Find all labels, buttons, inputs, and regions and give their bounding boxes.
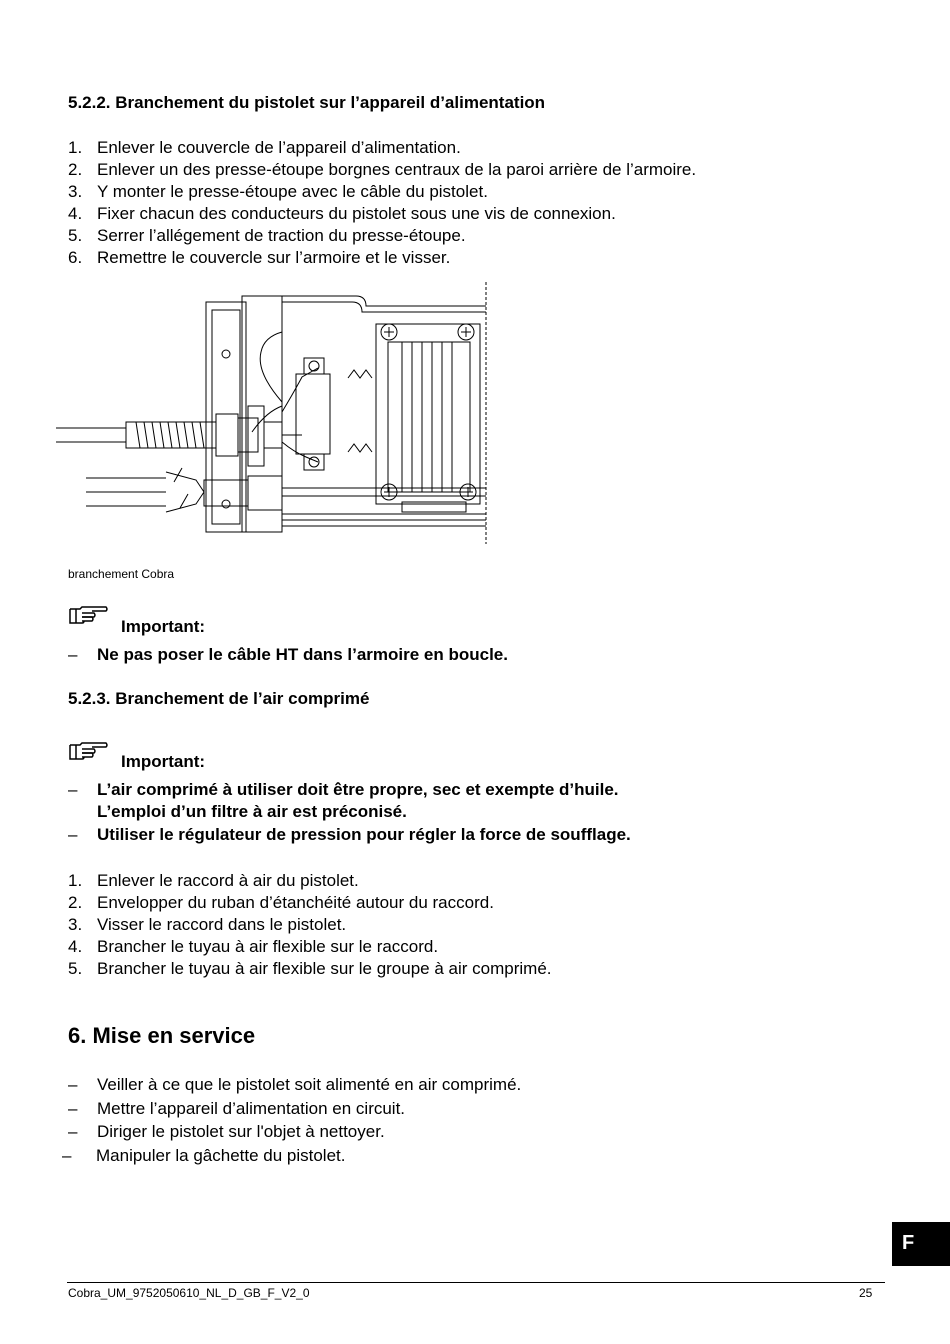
footer-divider	[67, 1282, 885, 1283]
language-tab-label: F	[902, 1232, 915, 1254]
step-text: Enlever le raccord à air du pistolet.	[97, 871, 359, 890]
step-text: Enlever un des presse-étoupe borgnes centraux de la paroi arrière de l’armoire.	[97, 160, 697, 179]
page-number: 25	[859, 1286, 873, 1300]
important-item: Utiliser le régulateur de pression pour régler la force de soufflage.	[97, 825, 631, 844]
step-text: Enlever le couvercle de l’appareil d’alimentation.	[97, 138, 461, 157]
list-dash: –	[68, 780, 78, 799]
pointing-hand-icon	[68, 605, 108, 627]
step-text: Remettre le couvercle sur l’armoire et le visser.	[97, 248, 451, 267]
important-label: Important:	[121, 617, 206, 636]
list-dash: –	[68, 645, 78, 664]
list-dash: –	[68, 1099, 78, 1118]
step-text: Fixer chacun des conducteurs du pistolet sous une vis de connexion.	[97, 204, 616, 223]
section-523-heading: 5.2.3. Branchement de l’air comprimé	[68, 689, 370, 708]
section-522-heading: 5.2.2. Branchement du pistolet sur l’appareil d’alimentation	[68, 93, 546, 112]
list-item: Mettre l’appareil d’alimentation en circuit.	[97, 1099, 406, 1118]
step-number: 2.	[68, 893, 83, 912]
section-6-heading: 6. Mise en service	[68, 1023, 256, 1048]
important-item: Ne pas poser le câble HT dans l’armoire en boucle.	[97, 645, 508, 664]
step-number: 2.	[68, 160, 83, 179]
step-number: 5.	[68, 959, 83, 978]
step-text: Serrer l’allégement de traction du presse-étoupe.	[97, 226, 466, 245]
footer-doc-id: Cobra_UM_9752050610_NL_D_GB_F_V2_0	[68, 1286, 310, 1300]
important-item: L’air comprimé à utiliser doit être propre, sec et exempte d’huile.	[97, 780, 619, 799]
list-item: Veiller à ce que le pistolet soit alimenté en air comprimé.	[97, 1075, 522, 1094]
list-item: Manipuler la gâchette du pistolet.	[96, 1146, 346, 1165]
step-number: 3.	[68, 182, 83, 201]
language-tab	[892, 1222, 950, 1266]
step-text: Envelopper du ruban d’étanchéité autour du raccord.	[97, 893, 494, 912]
step-text: Brancher le tuyau à air flexible sur le raccord.	[97, 937, 439, 956]
list-item: Diriger le pistolet sur l'objet à nettoyer.	[97, 1122, 385, 1141]
figure-caption: branchement Cobra	[68, 567, 175, 581]
step-number: 1.	[68, 871, 83, 890]
step-number: 1.	[68, 138, 83, 157]
step-number: 4.	[68, 937, 83, 956]
step-number: 3.	[68, 915, 83, 934]
step-number: 6.	[68, 248, 83, 267]
step-number: 5.	[68, 226, 83, 245]
list-dash: –	[68, 1122, 78, 1141]
list-dash: –	[62, 1146, 72, 1165]
list-dash: –	[68, 825, 78, 844]
important-item-continued: L’emploi d’un filtre à air est préconisé.	[97, 802, 407, 821]
step-number: 4.	[68, 204, 83, 223]
step-text: Y monter le presse-étoupe avec le câble du pistolet.	[97, 182, 488, 201]
pointing-hand-icon	[68, 741, 108, 763]
list-dash: –	[68, 1075, 78, 1094]
connection-diagram	[56, 282, 490, 548]
step-text: Brancher le tuyau à air flexible sur le groupe à air comprimé.	[97, 959, 552, 978]
important-label: Important:	[121, 752, 206, 771]
step-text: Visser le raccord dans le pistolet.	[97, 915, 347, 934]
